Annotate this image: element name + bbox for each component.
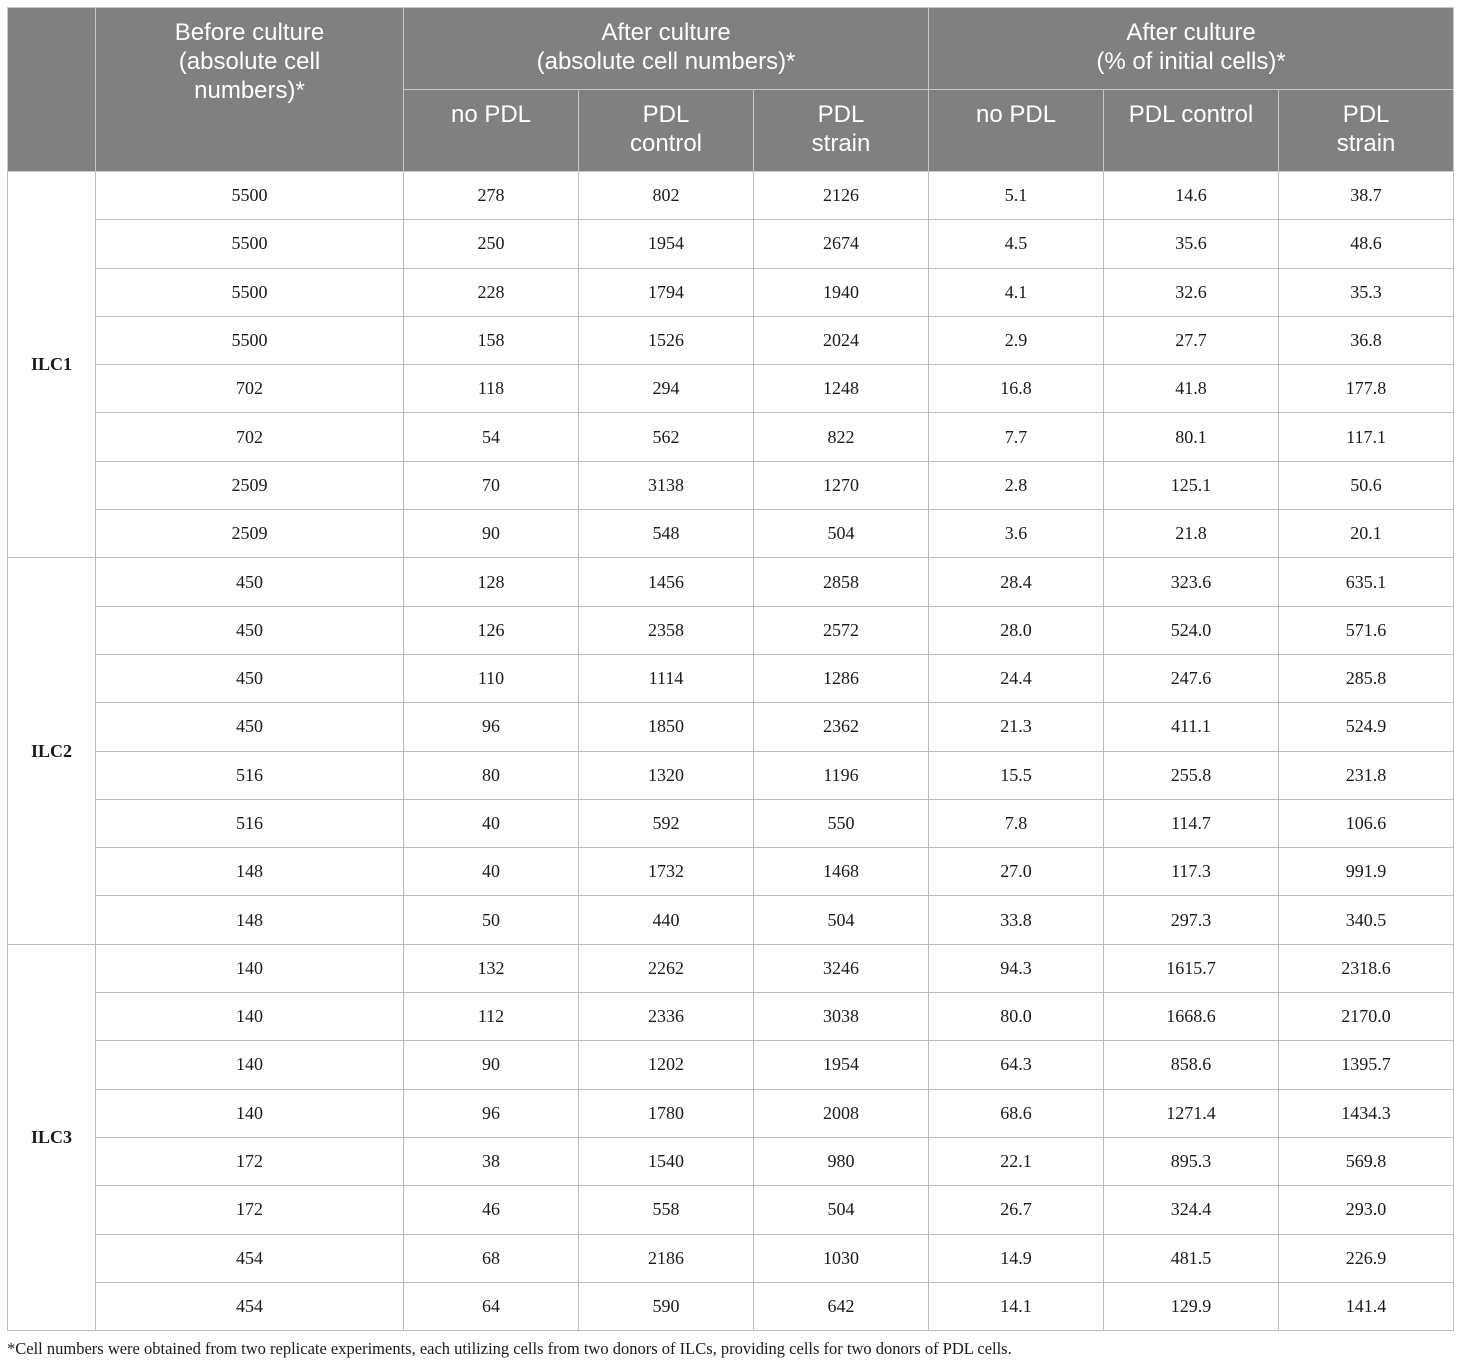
table-cell: 2.9: [929, 316, 1104, 364]
table-cell: 80: [404, 751, 579, 799]
table-cell: 5.1: [929, 172, 1104, 220]
table-cell: 297.3: [1104, 896, 1279, 944]
table-cell: 2858: [754, 558, 929, 606]
table-cell: 14.9: [929, 1234, 1104, 1282]
table-cell: 5500: [96, 172, 404, 220]
table-cell: 1114: [579, 654, 754, 702]
table-cell: 2262: [579, 944, 754, 992]
table-cell: 90: [404, 1041, 579, 1089]
table-cell: 64: [404, 1282, 579, 1330]
table-row: [8, 654, 1454, 702]
table-cell: 38: [404, 1137, 579, 1185]
table-cell: 558: [579, 1186, 754, 1234]
table-cell: 5500: [96, 316, 404, 364]
table-cell: 1456: [579, 558, 754, 606]
table-cell: 454: [96, 1282, 404, 1330]
table-cell: 562: [579, 413, 754, 461]
table-cell: 504: [754, 510, 929, 558]
table-cell: 21.8: [1104, 510, 1279, 558]
table-cell: 46: [404, 1186, 579, 1234]
group-label: ILC2: [8, 558, 96, 944]
table-cell: 285.8: [1279, 654, 1454, 702]
table-cell: 48.6: [1279, 220, 1454, 268]
table-body: [8, 172, 1454, 1331]
table-row: [8, 944, 1454, 992]
group-label: ILC3: [8, 944, 96, 1330]
table-cell: 516: [96, 751, 404, 799]
table-cell: 802: [579, 172, 754, 220]
table-cell: 80.1: [1104, 413, 1279, 461]
table-cell: 450: [96, 654, 404, 702]
table-cell: 231.8: [1279, 751, 1454, 799]
table-cell: 33.8: [929, 896, 1104, 944]
table-row: [8, 1234, 1454, 1282]
table-cell: 2318.6: [1279, 944, 1454, 992]
table-row: [8, 799, 1454, 847]
table-cell: 702: [96, 365, 404, 413]
table-cell: 1954: [754, 1041, 929, 1089]
table-cell: 50.6: [1279, 461, 1454, 509]
table-cell: 323.6: [1104, 558, 1279, 606]
table-container: [7, 7, 1453, 1331]
table-row: [8, 172, 1454, 220]
table-cell: 2509: [96, 461, 404, 509]
table-cell: 158: [404, 316, 579, 364]
table-cell: 172: [96, 1186, 404, 1234]
table-cell: 1954: [579, 220, 754, 268]
table-cell: 324.4: [1104, 1186, 1279, 1234]
table-row: [8, 993, 1454, 1041]
table-cell: 1732: [579, 848, 754, 896]
table-row: [8, 316, 1454, 364]
table-cell: 3138: [579, 461, 754, 509]
table-row: [8, 848, 1454, 896]
table-cell: 5500: [96, 268, 404, 316]
table-cell: 1780: [579, 1089, 754, 1137]
table-cell: 96: [404, 703, 579, 751]
table-cell: 450: [96, 558, 404, 606]
table-cell: 247.6: [1104, 654, 1279, 702]
table-cell: 702: [96, 413, 404, 461]
table-cell: 177.8: [1279, 365, 1454, 413]
table-cell: 114.7: [1104, 799, 1279, 847]
table-cell: 569.8: [1279, 1137, 1454, 1185]
table-cell: 117.1: [1279, 413, 1454, 461]
table-cell: 7.7: [929, 413, 1104, 461]
table-cell: 14.1: [929, 1282, 1104, 1330]
table-cell: 70: [404, 461, 579, 509]
table-cell: 293.0: [1279, 1186, 1454, 1234]
table-row: [8, 413, 1454, 461]
table-cell: 112: [404, 993, 579, 1041]
table-cell: 590: [579, 1282, 754, 1330]
table-cell: 96: [404, 1089, 579, 1137]
table-cell: 24.4: [929, 654, 1104, 702]
table-row: [8, 510, 1454, 558]
table-cell: 255.8: [1104, 751, 1279, 799]
table-row: [8, 1041, 1454, 1089]
table-row: [8, 365, 1454, 413]
table-cell: 68: [404, 1234, 579, 1282]
table-cell: 2674: [754, 220, 929, 268]
table-cell: 28.0: [929, 606, 1104, 654]
table-cell: 22.1: [929, 1137, 1104, 1185]
table-cell: 5500: [96, 220, 404, 268]
table-row: [8, 1089, 1454, 1137]
cell-numbers-table: [7, 7, 1454, 1331]
table-header: [8, 8, 1454, 172]
table-row: [8, 1186, 1454, 1234]
table-cell: 28.4: [929, 558, 1104, 606]
table-cell: 1248: [754, 365, 929, 413]
subheader-pct-pdl-strain: PDL strain: [1279, 90, 1454, 172]
table-cell: 2186: [579, 1234, 754, 1282]
table-cell: 2024: [754, 316, 929, 364]
table-cell: 4.1: [929, 268, 1104, 316]
table-cell: 504: [754, 1186, 929, 1234]
table-cell: 50: [404, 896, 579, 944]
table-cell: 3038: [754, 993, 929, 1041]
header-after-culture-percent: After culture (% of initial cells)*: [929, 8, 1454, 90]
table-cell: 148: [96, 848, 404, 896]
table-cell: 411.1: [1104, 703, 1279, 751]
table-cell: 2362: [754, 703, 929, 751]
table-cell: 15.5: [929, 751, 1104, 799]
table-cell: 3246: [754, 944, 929, 992]
table-cell: 126: [404, 606, 579, 654]
table-cell: 1615.7: [1104, 944, 1279, 992]
table-footnote: *Cell numbers were obtained from two replicate experiments, each utilizing cells from two donors of ILCs, providing cells for two donors of PDL cells.: [7, 1339, 1012, 1358]
table-cell: 1540: [579, 1137, 754, 1185]
table-cell: 125.1: [1104, 461, 1279, 509]
table-cell: 228: [404, 268, 579, 316]
table-cell: 3.6: [929, 510, 1104, 558]
table-cell: 32.6: [1104, 268, 1279, 316]
table-cell: 278: [404, 172, 579, 220]
table-cell: 1270: [754, 461, 929, 509]
subheader-abs-pdl-strain: PDL strain: [754, 90, 929, 172]
table-cell: 110: [404, 654, 579, 702]
table-cell: 141.4: [1279, 1282, 1454, 1330]
table-cell: 524.9: [1279, 703, 1454, 751]
table-cell: 14.6: [1104, 172, 1279, 220]
table-cell: 2008: [754, 1089, 929, 1137]
table-cell: 27.0: [929, 848, 1104, 896]
header-before-culture: Before culture (absolute cell numbers)*: [96, 8, 404, 172]
table-cell: 1526: [579, 316, 754, 364]
table-cell: 140: [96, 944, 404, 992]
table-cell: 516: [96, 799, 404, 847]
subheader-abs-pdl-control: PDL control: [579, 90, 754, 172]
table-cell: 548: [579, 510, 754, 558]
group-label: ILC1: [8, 172, 96, 558]
table-cell: 1271.4: [1104, 1089, 1279, 1137]
table-cell: 64.3: [929, 1041, 1104, 1089]
table-row: [8, 268, 1454, 316]
table-cell: 140: [96, 993, 404, 1041]
table-cell: 1850: [579, 703, 754, 751]
table-cell: 140: [96, 1041, 404, 1089]
table-cell: 106.6: [1279, 799, 1454, 847]
table-cell: 41.8: [1104, 365, 1279, 413]
table-cell: 504: [754, 896, 929, 944]
table-cell: 1196: [754, 751, 929, 799]
table-row: [8, 606, 1454, 654]
table-cell: 1202: [579, 1041, 754, 1089]
table-cell: 450: [96, 606, 404, 654]
table-cell: 2509: [96, 510, 404, 558]
table-cell: 481.5: [1104, 1234, 1279, 1282]
table-row: [8, 1137, 1454, 1185]
table-cell: 26.7: [929, 1186, 1104, 1234]
table-cell: 450: [96, 703, 404, 751]
table-cell: 117.3: [1104, 848, 1279, 896]
table-cell: 40: [404, 848, 579, 896]
table-cell: 35.6: [1104, 220, 1279, 268]
table-cell: 1794: [579, 268, 754, 316]
table-cell: 1395.7: [1279, 1041, 1454, 1089]
table-cell: 2572: [754, 606, 929, 654]
table-cell: 980: [754, 1137, 929, 1185]
table-cell: 858.6: [1104, 1041, 1279, 1089]
table-cell: 21.3: [929, 703, 1104, 751]
table-cell: 550: [754, 799, 929, 847]
table-cell: 36.8: [1279, 316, 1454, 364]
table-cell: 294: [579, 365, 754, 413]
subheader-pct-no-pdl: no PDL: [929, 90, 1104, 172]
table-cell: 94.3: [929, 944, 1104, 992]
subheader-pct-pdl-control: PDL control: [1104, 90, 1279, 172]
table-row: [8, 461, 1454, 509]
header-group-corner: [8, 8, 96, 172]
table-row: [8, 896, 1454, 944]
table-cell: 454: [96, 1234, 404, 1282]
table-cell: 38.7: [1279, 172, 1454, 220]
table-cell: 1668.6: [1104, 993, 1279, 1041]
table-row: [8, 220, 1454, 268]
table-cell: 132: [404, 944, 579, 992]
table-cell: 172: [96, 1137, 404, 1185]
table-cell: 2336: [579, 993, 754, 1041]
table-cell: 128: [404, 558, 579, 606]
table-cell: 524.0: [1104, 606, 1279, 654]
table-cell: 4.5: [929, 220, 1104, 268]
table-cell: 2126: [754, 172, 929, 220]
table-cell: 592: [579, 799, 754, 847]
table-cell: 440: [579, 896, 754, 944]
table-row: [8, 1282, 1454, 1330]
table-cell: 20.1: [1279, 510, 1454, 558]
table-cell: 1286: [754, 654, 929, 702]
table-cell: 2.8: [929, 461, 1104, 509]
table-cell: 226.9: [1279, 1234, 1454, 1282]
table-cell: 571.6: [1279, 606, 1454, 654]
table-cell: 40: [404, 799, 579, 847]
table-cell: 635.1: [1279, 558, 1454, 606]
table-cell: 2170.0: [1279, 993, 1454, 1041]
table-cell: 1468: [754, 848, 929, 896]
table-row: [8, 703, 1454, 751]
table-cell: 80.0: [929, 993, 1104, 1041]
table-cell: 1320: [579, 751, 754, 799]
table-cell: 2358: [579, 606, 754, 654]
table-cell: 54: [404, 413, 579, 461]
table-cell: 27.7: [1104, 316, 1279, 364]
table-cell: 35.3: [1279, 268, 1454, 316]
table-cell: 68.6: [929, 1089, 1104, 1137]
table-cell: 90: [404, 510, 579, 558]
table-cell: 129.9: [1104, 1282, 1279, 1330]
table-cell: 7.8: [929, 799, 1104, 847]
table-cell: 822: [754, 413, 929, 461]
table-cell: 340.5: [1279, 896, 1454, 944]
table-cell: 991.9: [1279, 848, 1454, 896]
table-cell: 1030: [754, 1234, 929, 1282]
table-cell: 16.8: [929, 365, 1104, 413]
table-cell: 148: [96, 896, 404, 944]
table-cell: 642: [754, 1282, 929, 1330]
table-cell: 1434.3: [1279, 1089, 1454, 1137]
table-cell: 895.3: [1104, 1137, 1279, 1185]
header-after-culture-absolute: After culture (absolute cell numbers)*: [404, 8, 929, 90]
table-cell: 140: [96, 1089, 404, 1137]
table-cell: 118: [404, 365, 579, 413]
table-row: [8, 558, 1454, 606]
table-cell: 1940: [754, 268, 929, 316]
subheader-abs-no-pdl: no PDL: [404, 90, 579, 172]
table-cell: 250: [404, 220, 579, 268]
table-row: [8, 751, 1454, 799]
